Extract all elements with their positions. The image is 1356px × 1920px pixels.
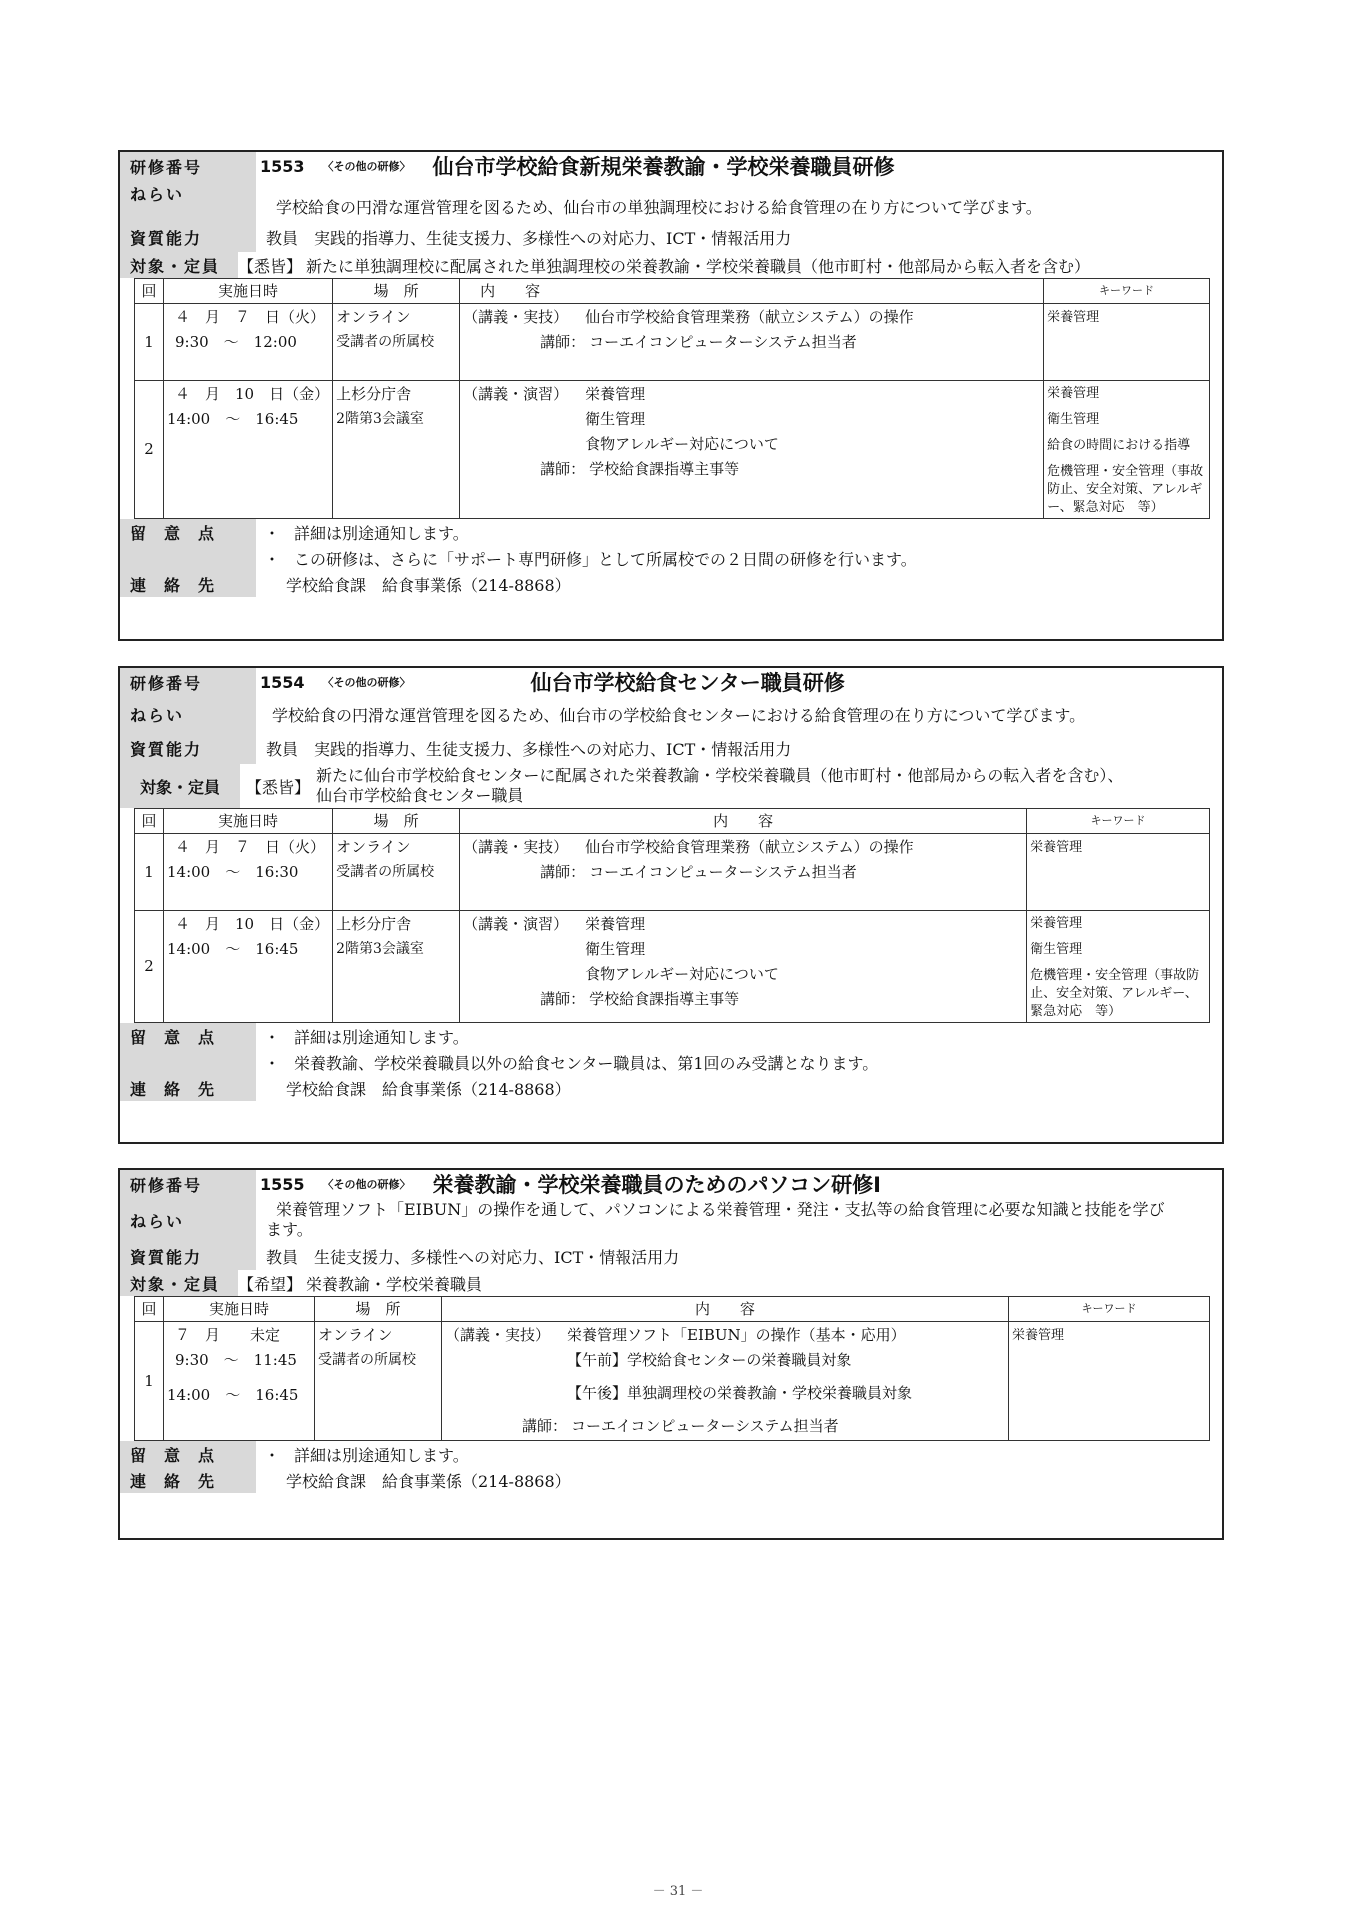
keyword: 栄養管理	[1030, 916, 1083, 931]
target-value	[238, 252, 1222, 278]
training-number: 1553	[260, 156, 305, 176]
session-content	[460, 381, 1044, 519]
contact-text: 学校給食課 給食事業係（214-8868）	[286, 1471, 571, 1491]
session-datetime	[164, 1322, 315, 1441]
schedule-header	[135, 279, 1210, 304]
session-time: 14:00 ～ 16:30	[167, 863, 299, 881]
aim-label: ねらい	[120, 1198, 256, 1242]
session-place	[333, 834, 460, 911]
note-line: ・ 詳細は別途通知します。	[256, 1441, 1222, 1467]
notes-row	[120, 1441, 1222, 1467]
session-date: ４ 月 ７ 日（火）	[175, 838, 326, 856]
session-datetime	[164, 381, 333, 519]
note-text: 詳細は別途通知します。	[294, 1445, 469, 1465]
session-round: 1	[135, 834, 164, 911]
content-item: 食物アレルギー対応について	[585, 435, 779, 453]
keyword: 衛生管理	[1030, 942, 1083, 957]
session-type: （講義・実技）	[463, 838, 569, 856]
target-row	[120, 764, 1222, 808]
place-line-2: 受講者の所属校	[336, 334, 435, 350]
place-line-1: オンライン	[318, 1326, 393, 1344]
session-keywords	[1009, 1322, 1210, 1441]
note-line: ・ 詳細は別途通知します。	[256, 1023, 1222, 1049]
session-type: （講義・演習）	[463, 385, 569, 403]
keyword: 栄養管理	[1030, 840, 1083, 855]
target-value	[240, 764, 1222, 808]
session-row	[135, 834, 1210, 911]
header-keyword: キーワード	[1009, 1297, 1210, 1322]
notes-label: 留意点	[120, 519, 256, 545]
target-tag: 【希望】	[238, 1274, 303, 1294]
header-round: 回	[135, 1297, 164, 1322]
session-round: 1	[135, 1322, 164, 1441]
training-number: 1554	[260, 672, 305, 692]
target-text: 栄養教諭・学校栄養職員	[306, 1274, 483, 1294]
content-item: 栄養管理ソフト「EIBUN」の操作（基本・応用）	[567, 1326, 906, 1344]
ability-row	[120, 732, 1222, 764]
session-datetime	[164, 911, 333, 1023]
content-item: 衛生管理	[585, 410, 646, 428]
number-value	[256, 668, 1222, 696]
place-line-1: オンライン	[336, 308, 411, 326]
header-place: 場 所	[333, 809, 460, 834]
session-content	[460, 304, 1044, 381]
schedule-table	[134, 1296, 1210, 1441]
session-keywords	[1027, 911, 1210, 1023]
aim-label: ねらい	[120, 180, 256, 222]
header-date: 実施日時	[164, 809, 333, 834]
session-type: （講義・実技）	[463, 308, 569, 326]
target-label: 対象・定員	[120, 252, 238, 278]
training-card-1554	[118, 666, 1224, 1144]
number-row	[120, 152, 1222, 180]
content-item: 栄養管理	[585, 385, 646, 403]
target-lines	[316, 766, 1123, 806]
header-date: 実施日時	[164, 279, 333, 304]
note-text: この研修は、さらに「サポート専門研修」として所属校での２日間の研修を行います。	[294, 549, 917, 569]
session-place	[333, 911, 460, 1023]
session-row	[135, 381, 1210, 519]
lecturer-name: コーエイコンピューターシステム担当者	[589, 863, 857, 881]
target-value	[238, 1270, 1222, 1296]
session-content	[460, 834, 1027, 911]
ability-text: 教員 実践的指導力、生徒支援力、多様性への対応力、ICT・情報活用力	[266, 228, 792, 248]
session-place	[333, 304, 460, 381]
contact-label: 連絡先	[120, 1075, 256, 1101]
schedule-header	[135, 809, 1210, 834]
session-round: 2	[135, 911, 164, 1023]
place-line-1: 上杉分庁舎	[336, 385, 412, 403]
lecturer-name: コーエイコンピューターシステム担当者	[571, 1417, 839, 1435]
notes-row-2	[120, 1049, 1222, 1075]
note-text: 詳細は別途通知します。	[294, 523, 469, 543]
notes-label-spacer	[120, 545, 256, 571]
content-item: 【午前】学校給食センターの栄養職員対象	[567, 1351, 852, 1369]
session-type: （講義・演習）	[463, 915, 569, 933]
note-line: ・ 栄養教諭、学校栄養職員以外の給食センター職員は、第1回のみ受講となります。	[256, 1049, 1222, 1075]
lecturer-label: 講師：	[540, 460, 586, 478]
place-line-2: 受講者の所属校	[336, 864, 435, 880]
number-label: 研修番号	[120, 152, 256, 180]
notes-label: 留意点	[120, 1023, 256, 1049]
number-value	[256, 1170, 1222, 1198]
training-card-1555	[118, 1168, 1224, 1540]
header-keyword: キーワード	[1027, 809, 1210, 834]
ability-label: 資質能力	[120, 222, 256, 252]
target-label: 対象・定員	[120, 764, 240, 808]
keyword: 給食の時間における指導	[1047, 438, 1191, 453]
target-text: 新たに単独調理校に配属された単独調理校の栄養教諭・学校栄養職員（他市町村・他部局から転入者を含む）	[306, 256, 1091, 276]
session-date: ４ 月 10 日（金）	[175, 385, 330, 403]
session-date: ４ 月 ７ 日（火）	[175, 308, 326, 326]
keyword: 危機管理・安全管理（事故防止、安全対策、アレルギー、緊急対応 等）	[1047, 464, 1204, 515]
aim-text: 学校給食の円滑な運営管理を図るため、仙台市の学校給食センターにおける給食管理の在り方について学びます。	[272, 705, 1086, 725]
session-content	[442, 1322, 1009, 1441]
content-item: 食物アレルギー対応について	[585, 965, 779, 983]
place-line-1: オンライン	[336, 838, 411, 856]
aim-row	[120, 180, 1222, 222]
session-keywords	[1044, 381, 1210, 519]
target-row	[120, 252, 1222, 278]
session-date: ４ 月 10 日（金）	[175, 915, 330, 933]
schedule-header	[135, 1297, 1210, 1322]
contact-label: 連絡先	[120, 571, 256, 597]
lecturer-name: 学校給食課指導主事等	[589, 990, 740, 1008]
keyword: 栄養管理	[1047, 386, 1100, 401]
session-time: 14:00 ～ 16:45	[167, 940, 299, 958]
session-row	[135, 911, 1210, 1023]
lecturer-name: 学校給食課指導主事等	[589, 460, 740, 478]
header-keyword: キーワード	[1044, 279, 1210, 304]
header-date: 実施日時	[164, 1297, 315, 1322]
number-row	[120, 1170, 1222, 1198]
target-row	[120, 1270, 1222, 1296]
schedule-table	[134, 808, 1210, 1023]
ability-text: 教員 実践的指導力、生徒支援力、多様性への対応力、ICT・情報活用力	[266, 739, 792, 759]
ability-row	[120, 1242, 1222, 1270]
note-line: ・ この研修は、さらに「サポート専門研修」として所属校での２日間の研修を行います。	[256, 545, 1222, 571]
header-round: 回	[135, 279, 164, 304]
notes-row-2	[120, 545, 1222, 571]
keyword: 衛生管理	[1047, 412, 1100, 427]
number-label: 研修番号	[120, 1170, 256, 1198]
session-row	[135, 1322, 1210, 1441]
ability-row	[120, 222, 1222, 252]
lecturer-label: 講師：	[540, 863, 586, 881]
target-tag: 【悉皆】	[246, 777, 311, 797]
number-value	[256, 152, 1222, 180]
session-type: （講義・実技）	[445, 1326, 551, 1344]
number-label: 研修番号	[120, 668, 256, 696]
aim-text-2: ます。	[266, 1220, 313, 1239]
keyword: 栄養管理	[1012, 1328, 1065, 1343]
contact-row	[120, 571, 1222, 597]
session-round: 1	[135, 304, 164, 381]
training-card-1553	[118, 150, 1224, 641]
notes-row	[120, 1023, 1222, 1049]
training-title: 栄養教諭・学校栄養職員のためのパソコン研修Ⅰ	[432, 1173, 881, 1197]
number-row	[120, 668, 1222, 696]
content-item: 衛生管理	[585, 940, 646, 958]
keyword: 栄養管理	[1047, 310, 1100, 325]
header-place: 場 所	[333, 279, 460, 304]
ability-label: 資質能力	[120, 1242, 256, 1270]
note-line: ・ 詳細は別途通知します。	[256, 519, 1222, 545]
header-content: 内 容	[442, 1297, 1009, 1322]
session-time-2: 14:00 ～ 16:45	[167, 1386, 299, 1404]
aim-text: 学校給食の円滑な運営管理を図るため、仙台市の単独調理校における給食管理の在り方について学びます。	[276, 198, 1042, 217]
content-item: 仙台市学校給食管理業務（献立システム）の操作	[585, 308, 914, 326]
session-time: 9:30 ～ 11:45	[175, 1351, 297, 1369]
place-line-2: 2階第3会議室	[336, 411, 424, 427]
session-datetime	[164, 834, 333, 911]
ability-label: 資質能力	[120, 732, 256, 764]
contact-text: 学校給食課 給食事業係（214-8868）	[286, 575, 571, 595]
training-title: 仙台市学校給食センター職員研修	[530, 671, 845, 695]
contact-text: 学校給食課 給食事業係（214-8868）	[286, 1079, 571, 1099]
keyword: 危機管理・安全管理（事故防止、安全対策、アレルギー、緊急対応 等）	[1030, 968, 1200, 1019]
training-number: 1555	[260, 1174, 305, 1194]
page-number: － 31 －	[652, 1884, 704, 1899]
header-place: 場 所	[315, 1297, 442, 1322]
training-category: 〈その他の研修〉	[322, 1178, 411, 1191]
lecturer-label: 講師：	[540, 990, 586, 1008]
session-place	[333, 381, 460, 519]
session-datetime	[164, 304, 333, 381]
lecturer-name: コーエイコンピューターシステム担当者	[589, 333, 857, 351]
target-text: 新たに仙台市学校給食センターに配属された栄養教諭・学校栄養職員（他市町村・他部局からの転入者を含む）、	[316, 766, 1124, 785]
target-text-2: 仙台市学校給食センター職員	[316, 786, 524, 805]
header-round: 回	[135, 809, 164, 834]
session-date: ７ 月 未定	[175, 1326, 281, 1344]
target-tag: 【悉皆】	[238, 256, 303, 276]
place-line-2: 2階第3会議室	[336, 941, 424, 957]
target-label: 対象・定員	[120, 1270, 238, 1296]
notes-label: 留意点	[120, 1441, 256, 1467]
contact-row	[120, 1467, 1222, 1493]
notes-row	[120, 519, 1222, 545]
content-item: 仙台市学校給食管理業務（献立システム）の操作	[585, 838, 914, 856]
header-content: 内 容	[460, 809, 1027, 834]
aim-value	[256, 1198, 1222, 1242]
lecturer-label: 講師：	[521, 1417, 567, 1435]
schedule-table	[134, 278, 1210, 519]
training-category: 〈その他の研修〉	[322, 676, 411, 689]
training-category: 〈その他の研修〉	[322, 160, 411, 173]
aim-row	[120, 1198, 1222, 1242]
lecturer-label: 講師：	[540, 333, 586, 351]
session-keywords	[1044, 304, 1210, 381]
aim-row	[120, 696, 1222, 732]
session-row	[135, 304, 1210, 381]
session-place	[315, 1322, 442, 1441]
contact-label: 連絡先	[120, 1467, 256, 1493]
session-time: 14:00 ～ 16:45	[167, 410, 299, 428]
place-line-2: 受講者の所属校	[318, 1352, 416, 1368]
session-keywords	[1027, 834, 1210, 911]
header-content: 内 容	[460, 279, 1044, 304]
aim-text: 栄養管理ソフト「EIBUN」の操作を通して、パソコンによる栄養管理・発注・支払等の給食管理に必要な知識と技能を学び	[276, 1200, 1165, 1219]
session-time: 9:30 ～ 12:00	[175, 333, 297, 351]
note-text: 詳細は別途通知します。	[294, 1027, 469, 1047]
training-title: 仙台市学校給食新規栄養教諭・学校栄養職員研修	[432, 155, 895, 179]
note-text: 栄養教諭、学校栄養職員以外の給食センター職員は、第1回のみ受講となります。	[294, 1053, 879, 1073]
session-round: 2	[135, 381, 164, 519]
contact-row	[120, 1075, 1222, 1101]
content-item: 栄養管理	[585, 915, 646, 933]
place-line-1: 上杉分庁舎	[336, 915, 412, 933]
notes-label-spacer	[120, 1049, 256, 1075]
ability-text: 教員 生徒支援力、多様性への対応力、ICT・情報活用力	[266, 1247, 680, 1267]
content-item: 【午後】単独調理校の栄養教諭・学校栄養職員対象	[567, 1384, 913, 1402]
session-content	[460, 911, 1027, 1023]
aim-label: ねらい	[120, 696, 256, 732]
